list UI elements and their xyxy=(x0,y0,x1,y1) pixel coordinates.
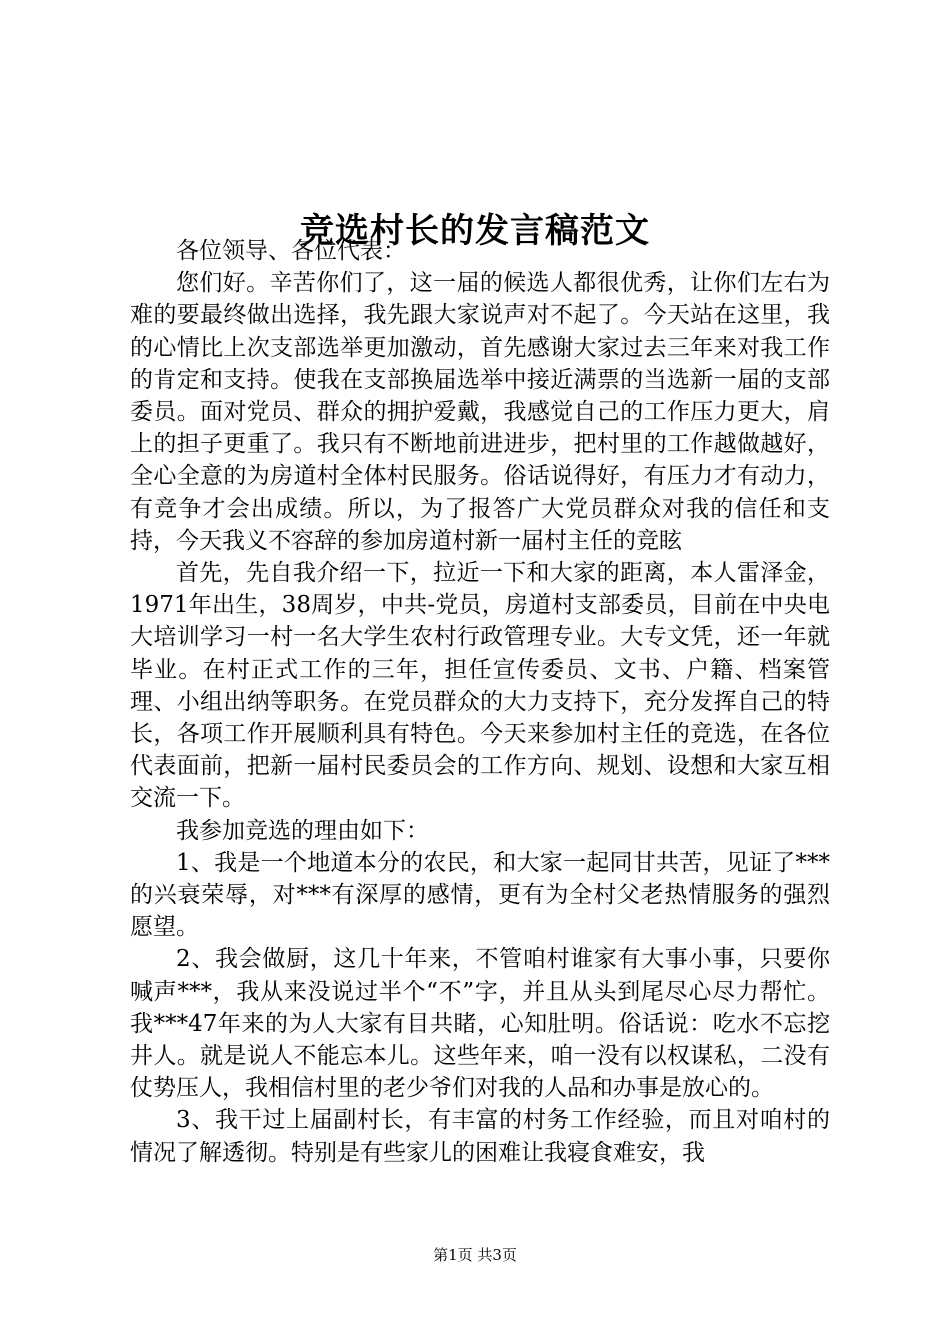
body-paragraph: 我参加竞选的理由如下： xyxy=(176,817,429,844)
body-paragraph: 您们好。辛苦你们了，这一届的候选人都很优秀，让你们左右为难的要最终做出选择，我先跟大家说声对不起了。今天站在这里，我的心情比上次支部选举更加激动，首先感谢大家过去三年来对我工作的肯定和支持。使我在支部换届选举中接近满票的当选新一届的支部委员。面对党员、群众的拥护爱戴，我感觉自己的工作压力更大，肩上的担子更重了。我只有不断地前进进步，把村里的工作越做越好，全心全意的为房道村全体村民服务。俗话说得好，有压力才有动力，有竞争才会出成绩。所以，为了报答广大党员群众对我的信任和支持，今天我义不容辞的参加房道村新一届村主任的竞眩 xyxy=(130,270,830,554)
body-paragraph: 首先，先自我介绍一下，拉近一下和大家的距离，本人雷泽金，1971年出生，38周岁，中共-党员，房道村支部委员，目前在中央电大培训学习一村一名大学生农村行政管理专业。大专文凭，还一年就毕业。在村正式工作的三年，担任宣传委员、文书、户籍、档案管理、小组出纳等职务。在党员群众的大力支持下，充分发挥自己的特长，各项工作开展顺利具有特色。今天来参加村主任的竞选，在各位代表面前，把新一届村民委员会的工作方向、规划、设想和大家互相交流一下。 xyxy=(130,560,830,812)
body-paragraph: 2、我会做厨，这几十年来，不管咱村谁家有大事小事，只要你喊声***，我从来没说过半个“不”字，并且从头到尾尽心尽力帮忙。我***47年来的为人大家有目共睹，心知肚明。俗话说：吃水不忘挖井人。就是说人不能忘本儿。这些年来，咱一没有以权谋私，二没有仗势压人，我相信村里的老少爷们对我的人品和办事是放心的。 xyxy=(130,946,830,1102)
body-paragraph: 1、我是一个地道本分的农民，和大家一起同甘共苦，见证了***的兴衰荣辱，对***有深厚的感情，更有为全村父老热情服务的强烈愿望。 xyxy=(130,849,830,941)
page-number-footer: 第1页 共3页 xyxy=(433,1246,517,1264)
body-paragraph: 3、我干过上届副村长，有丰富的村务工作经验，而且对咱村的情况了解透彻。特别是有些家儿的困难让我寝食难安，我 xyxy=(130,1107,830,1166)
document-title: 竞选村长的发言稿范文 xyxy=(300,210,650,251)
salutation-paragraph: 各位领导、各位代表： xyxy=(176,238,406,264)
document-body xyxy=(130,235,830,1169)
